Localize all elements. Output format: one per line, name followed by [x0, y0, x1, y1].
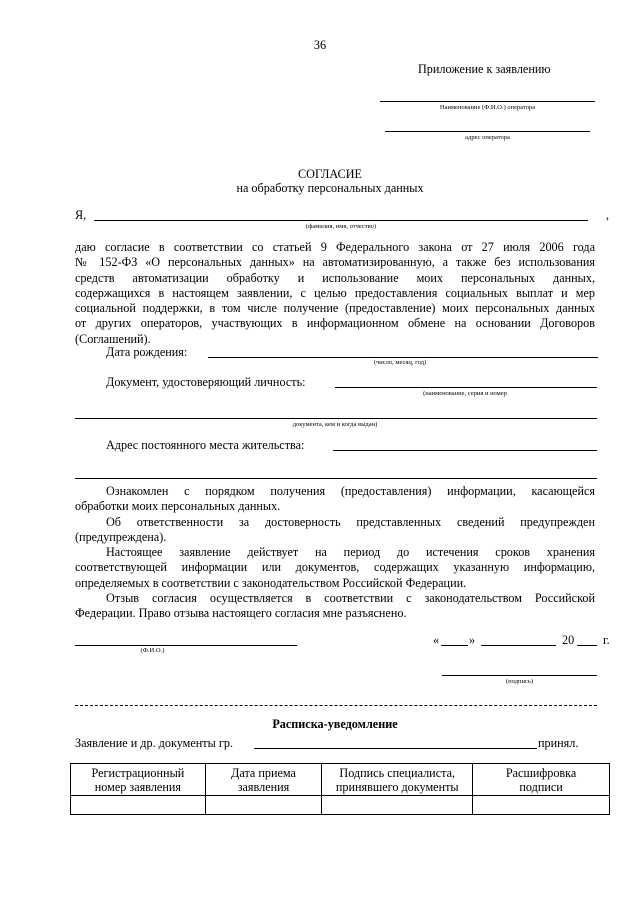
para2-line: обработки моих персональных данных.: [75, 499, 281, 514]
header-text: Расшифровка: [505, 765, 577, 780]
receipt-title: Расписка-уведомление: [272, 717, 398, 731]
table-header-cell: [322, 764, 473, 796]
i-label: Я,: [75, 208, 87, 222]
consent-line: содержащихся в настоящем заявлении, с целью предоставления социальных выплат и мер: [75, 285, 595, 300]
table-cell: [71, 796, 206, 815]
sign-fio-caption: (Ф.И.О.): [140, 647, 165, 654]
header-text: Дата приема: [231, 765, 296, 780]
table-header-cell: [473, 764, 610, 796]
table-row: [71, 796, 610, 815]
table-cell: [322, 796, 473, 815]
date-year-suffix: г.: [603, 633, 610, 647]
operator-address-caption: адрес оператора: [465, 134, 510, 141]
id-doc-line2: [75, 418, 597, 419]
date-open-quote: «: [433, 633, 440, 647]
para4-line: соответствующей информации или документов, содержащих указанную информацию,: [75, 560, 595, 575]
para5-line: Отзыв согласия осуществляется в соответствии с законодательством Российской: [106, 591, 595, 606]
date-close-quote: »: [469, 633, 476, 647]
id-doc-caption1: (наименование, серия и номер: [423, 390, 507, 397]
para3-line: (предупреждена).: [75, 529, 167, 544]
address-label: Адрес постоянного места жительства:: [106, 438, 305, 452]
header-text: номер заявления: [94, 779, 181, 794]
header-text: Подпись специалиста,: [339, 765, 456, 780]
date-month-line: [481, 645, 556, 646]
fio-caption: (фамилия, имя, отчество): [305, 223, 377, 230]
cut-line: [75, 705, 597, 706]
operator-address-line: [385, 131, 590, 132]
consent-line: средств автоматизации обработку и использование моих персональных данных,: [75, 270, 595, 285]
document-subtitle: на обработку персональных данных: [236, 181, 424, 195]
address-line: [333, 450, 597, 451]
sign-fio-line: [75, 645, 297, 646]
info-paragraphs: [75, 484, 595, 622]
signature-caption: (подпись): [506, 678, 533, 685]
i-comma: ,: [606, 208, 610, 222]
table-header-cell: [71, 764, 206, 796]
date-day-line: [441, 645, 468, 646]
para4-line: Настоящее заявление действует на период до истечения сроков хранения: [106, 545, 595, 560]
para2-line: Ознакомлен с порядком получения (предоставления) информации, касающейся: [106, 484, 595, 498]
table-cell: [473, 796, 610, 815]
header-text: принявшего документы: [335, 779, 459, 794]
birth-label: Дата рождения:: [106, 345, 188, 359]
consent-line: социальной поддержки, в том числе получение (предоставление) моих персональных данных: [75, 301, 595, 316]
operator-name-caption: Наименование (Ф.И.О.) оператора: [439, 104, 536, 111]
receipt-text-suffix: принял.: [538, 736, 579, 750]
id-doc-label: Документ, удостоверяющий личность:: [106, 375, 306, 389]
table-header-cell: [205, 764, 322, 796]
para5-line: Федерации. Право отзыва настоящего согласия мне разъяснено.: [75, 606, 407, 621]
consent-line: даю согласие в соответствии со статьей 9 Федерального закона от 27 июля 2006 года: [75, 240, 595, 254]
table-header-row: [71, 764, 610, 796]
receipt-name-line: [254, 748, 537, 749]
consent-line: от других операторов, участвующих в информационном обмене на основании Договоров: [75, 316, 595, 331]
registration-table: [70, 763, 610, 815]
consent-paragraph: [75, 240, 595, 347]
signature-line: [442, 675, 597, 676]
appendix-title: Приложение к заявлению: [418, 62, 551, 76]
id-doc-caption2: документа, кем и когда выдан): [292, 421, 378, 428]
birth-line: [208, 357, 598, 358]
operator-name-line: [380, 101, 595, 102]
birth-caption: (число, месяц, год): [373, 359, 427, 366]
header-text: Регистрационный: [91, 765, 185, 780]
consent-line: № 152-ФЗ «О персональных данных» на автоматизированную, а также без использования: [75, 255, 595, 270]
date-year-line: [577, 645, 597, 646]
date-year-prefix: 20: [562, 633, 575, 647]
fio-line: [94, 220, 588, 221]
address-line2: [75, 478, 597, 479]
table-cell: [205, 796, 322, 815]
header-text: заявления: [237, 779, 290, 794]
id-doc-line: [335, 387, 597, 388]
header-text: подписи: [519, 779, 563, 794]
para3-line: Об ответственности за достоверность представленных сведений предупрежден: [106, 514, 595, 529]
document-title: СОГЛАСИЕ: [298, 167, 362, 181]
para4-line: определяемых в соответствии с законодательством Российской Федерации.: [75, 575, 467, 590]
page-number: 36: [313, 38, 327, 52]
receipt-text-prefix: Заявление и др. документы гр.: [75, 736, 233, 750]
consent-line: (Соглашений).: [75, 331, 151, 346]
